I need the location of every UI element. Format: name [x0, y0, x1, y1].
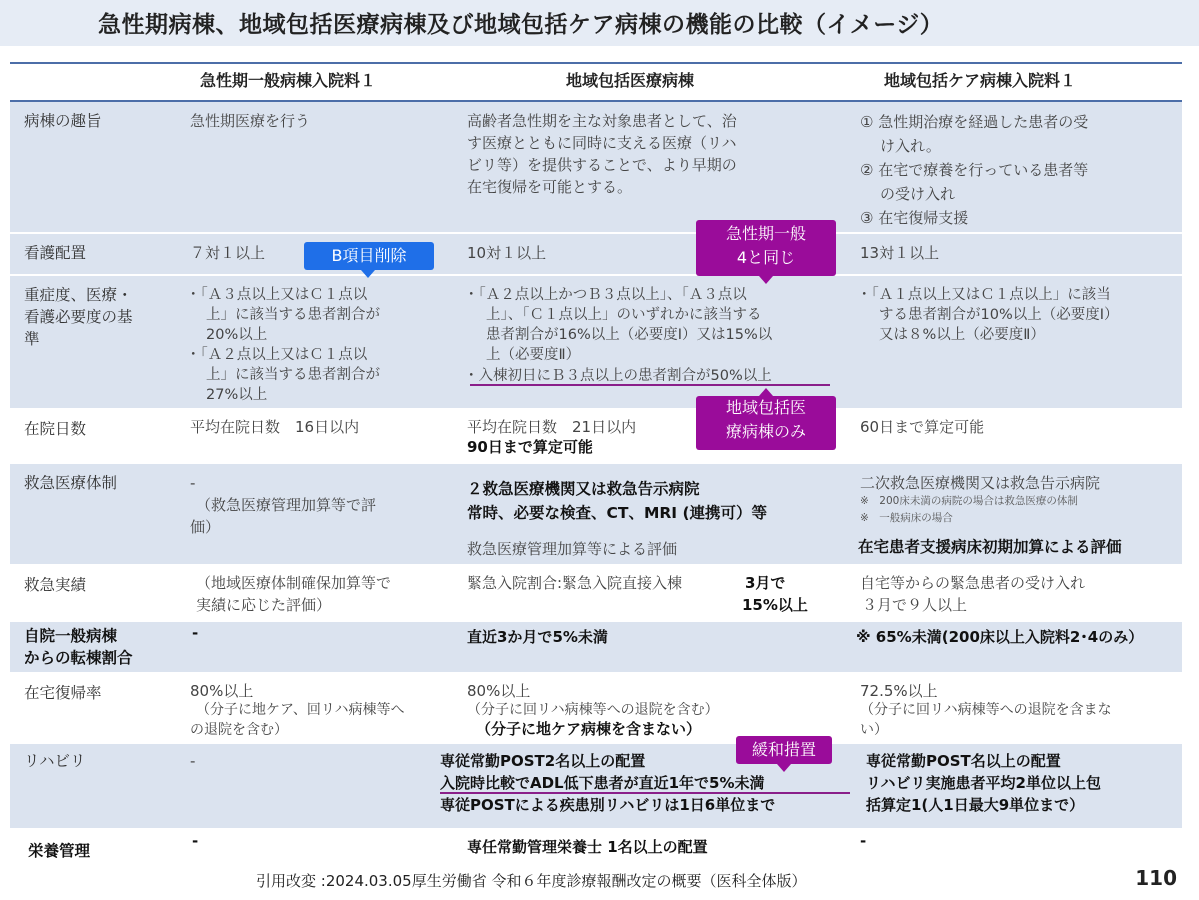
- zaitaku-chiiki-iryo-note: （分子に回リハ病棟等への退院を含む）: [467, 702, 719, 718]
- zaitaku-chiiki-iryo-bold: （分子に地ケア病棟を含まない）: [476, 720, 702, 738]
- header-col-chiiki-iryo: 地域包括医療病棟: [566, 71, 695, 90]
- callout-chiiki-iryo-only: 地域包括医 療病棟のみ: [696, 396, 836, 450]
- zaiin-chiiki-care: 60日まで算定可能: [860, 418, 985, 436]
- label-zaitaku: 在宅復帰率: [24, 684, 102, 702]
- label-jushodo: 重症度、医療・ 看護必要度の基 準: [24, 286, 133, 348]
- kyukyu-taisei-chiiki-iryo-line3: 救急医療管理加算等による評価: [467, 540, 678, 558]
- kyukyu-jisseki-15percent: 15%以上: [742, 596, 808, 614]
- label-shushi: 病棟の趣旨: [24, 112, 102, 130]
- label-zaiin: 在院日数: [24, 420, 87, 438]
- kango-chiiki-iryo: 10対１以上: [467, 244, 547, 262]
- kyukyu-jisseki-acute: （地域医療体制確保加算等で 実績に応じた評価）: [196, 574, 392, 614]
- shushi-acute: 急性期医療を行う: [190, 112, 311, 130]
- kyukyu-taisei-acute: - （救急医療管理加算等で評 価）: [190, 474, 377, 536]
- underline-nyuto-shonichi: [470, 384, 830, 386]
- kyukyu-jisseki-chiiki-iryo: 緊急入院割合:緊急入院直接入棟: [467, 574, 683, 592]
- callout-b-item-pointer: [361, 270, 375, 278]
- shushi-chiiki-iryo: 高齢者急性期を主な対象患者として、治 す医療とともに同時に支える医療（リハ ビリ等）を提供することで、より早期の 在宅復帰を可能とする。: [467, 112, 737, 196]
- label-rihabiri: リハビリ: [24, 752, 86, 770]
- jushodo-chiiki-iryo-bullet-2: ・入棟初日にＢ３点以上の患者割合が50%以上: [464, 368, 772, 384]
- header-col-chiiki-care: 地域包括ケア病棟入院料１: [884, 71, 1077, 90]
- page-number: 110: [1135, 866, 1177, 890]
- jushodo-acute-bullet-1: ・「Ａ３点以上又はＣ１点以 上」に該当する患者割合が 20%以上: [186, 287, 380, 343]
- header-col-acute: 急性期一般病棟入院料１: [200, 71, 377, 90]
- callout-kanwa: 緩和措置: [736, 736, 832, 764]
- jushodo-chiiki-care-bullet: ・「Ａ１点以上又はＣ１点以上」に該当 する患者割合が10%以上（必要度Ⅰ） 又は８%以上（必要度Ⅱ）: [857, 287, 1119, 343]
- label-kyukyu-taisei: 救急医療体制: [24, 474, 118, 492]
- rihabiri-chiiki-iryo: 専従常勤POST2名以上の配置 入院時比較でADL低下患者が直近1年で5%未満 専従POSTによる疾患別リハビリは1日6単位まで: [440, 752, 776, 814]
- footer-citation: 引用改変 :2024.03.05厚生労働省 令和６年度診療報酬改定の概要（医科全体版）: [256, 872, 807, 890]
- callout-kanwa-pointer: [777, 764, 791, 772]
- kyukyu-jisseki-chiiki-care: 自宅等からの緊急患者の受け入れ ３月で９人以上: [860, 574, 1086, 614]
- label-kyukyu-jisseki: 救急実績: [24, 576, 87, 594]
- callout-acute-same: 急性期一般 4と同じ: [696, 220, 836, 276]
- label-kango: 看護配置: [24, 244, 87, 262]
- label-tentou: 自院一般病棟 からの転棟割合: [24, 627, 133, 667]
- callout-acute-same-pointer: [759, 276, 773, 284]
- jushodo-chiiki-iryo-bullet-1: ・「Ａ２点以上かつＢ３点以上」、「Ａ３点以 上」、「Ｃ１点以上」のいずれかに該当する 患者割合が16%以上（必要度Ⅰ）又は15%以 上（必要度Ⅱ）: [464, 287, 773, 363]
- kyukyu-taisei-chiiki-care-line1: 二次救急医療機関又は救急告示病院: [860, 474, 1101, 492]
- kango-acute: ７対１以上: [190, 244, 266, 262]
- zaiin-chiiki-iryo: 平均在院日数 21日以内: [467, 418, 637, 436]
- kyukyu-taisei-chiiki-iryo-line2: 常時、必要な検査、CT、MRI (連携可）等: [467, 504, 768, 522]
- header-top-line: [10, 62, 1182, 64]
- eiyo-chiiki-iryo: 専任常勤管理栄養士 1名以上の配置: [467, 838, 708, 856]
- callout-b-item-removed: B項目削除: [304, 242, 434, 270]
- zaitaku-chiiki-care: 72.5%以上: [860, 682, 938, 700]
- zaiin-acute: 平均在院日数 16日以内: [190, 418, 360, 436]
- zaitaku-acute-note: （分子に地ケア、回リハ病棟等へ の退院を含む）: [190, 702, 405, 738]
- kyukyu-taisei-chiiki-care-note1: ※ 200床未満の病院の場合は救急医療の体制: [860, 495, 1078, 507]
- tentou-chiiki-iryo: 直近3か月で5%未満: [467, 628, 608, 646]
- label-eiyo: 栄養管理: [28, 842, 91, 860]
- rihabiri-acute: -: [190, 752, 196, 770]
- underline-adl: [440, 792, 850, 794]
- row-bg-kango: [10, 234, 1182, 274]
- tentou-acute: -: [192, 624, 199, 642]
- kyukyu-taisei-chiiki-iryo-line1: ２救急医療機関又は救急告示病院: [467, 480, 700, 498]
- kango-chiiki-care: 13対１以上: [860, 244, 940, 262]
- rihabiri-chiiki-care: 専従常勤POST名以上の配置 リハビリ実施患者平均2単位以上包 括算定1(人1日最大9単位まで）: [866, 752, 1101, 814]
- callout-chiiki-only-pointer: [759, 388, 773, 396]
- shushi-chiiki-care: ① 急性期治療を経過した患者の受 け入れ。 ② 在宅で療養を行っている患者等 の受け入れ ③ 在宅復帰支援: [860, 113, 1089, 227]
- kyukyu-taisei-chiiki-care-note2: ※ 一般病床の場合: [860, 512, 953, 524]
- zaitaku-chiiki-iryo: 80%以上: [467, 682, 531, 700]
- eiyo-chiiki-care: -: [860, 832, 867, 850]
- zaitaku-acute: 80%以上: [190, 682, 254, 700]
- zaiin-chiiki-iryo-90days: 90日まで算定可能: [467, 438, 593, 456]
- jushodo-acute-bullet-2: ・「Ａ２点以上又はＣ１点以 上」に該当する患者割合が 27%以上: [186, 347, 380, 403]
- zaitaku-chiiki-care-note: （分子に回リハ病棟等への退院を含まな い）: [860, 702, 1112, 738]
- tentou-chiiki-care: ※ 65%未満(200床以上入院料2･4のみ）: [856, 628, 1144, 646]
- page-title: 急性期病棟、地域包括医療病棟及び地域包括ケア病棟の機能の比較（イメージ）: [98, 12, 944, 38]
- kyukyu-taisei-chiiki-care-line2: 在宅患者支援病床初期加算による評価: [858, 538, 1122, 556]
- kyukyu-jisseki-3months: 3月で: [745, 574, 786, 592]
- eiyo-acute: -: [192, 832, 199, 850]
